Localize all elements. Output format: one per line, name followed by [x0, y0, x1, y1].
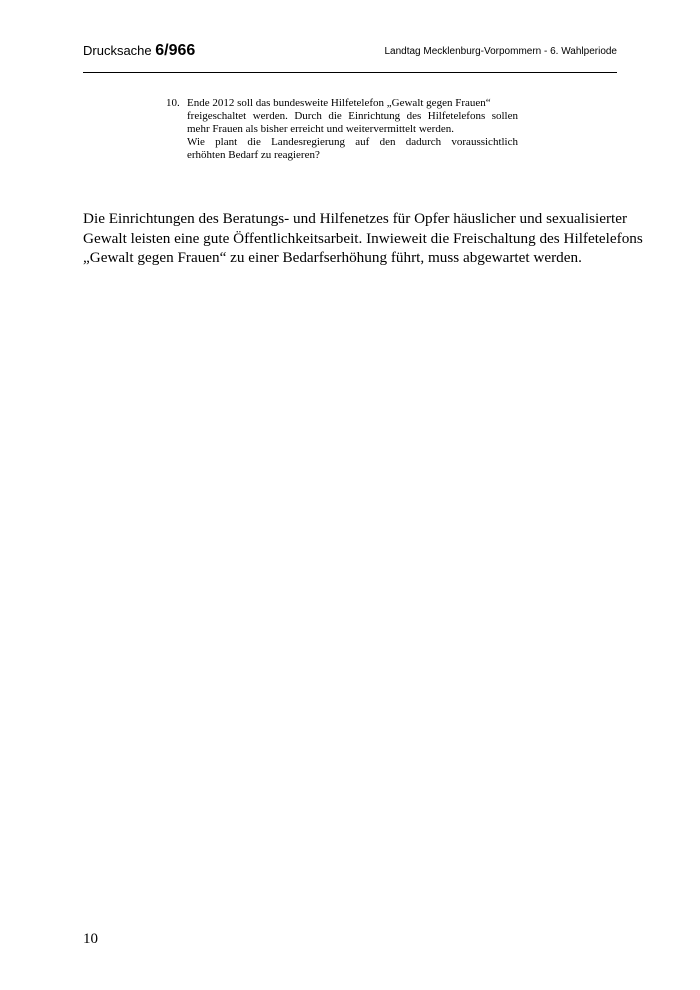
institution-label: Landtag Mecklenburg-Vorpommern - 6. Wahlperiode — [384, 46, 617, 57]
page-number: 10 — [83, 931, 98, 947]
answer-paragraph — [83, 209, 643, 268]
answer-line: Gewalt leisten eine gute Öffentlichkeitsarbeit. Inwieweit die Freischaltung des Hilfetelefons — [83, 229, 643, 247]
answer-line: Die Einrichtungen des Beratungs- und Hilfenetzes für Opfer häuslicher und sexualisierter — [83, 210, 628, 227]
page-header — [83, 40, 617, 64]
header-divider — [83, 72, 617, 73]
question-number: 10. — [166, 97, 180, 109]
question-line: Ende 2012 soll das bundesweite Hilfetelefon „Gewalt gegen Frauen“ — [187, 97, 491, 109]
answer-line: „Gewalt gegen Frauen“ zu einer Bedarfserhöhung führt, muss abgewartet werden. — [83, 249, 582, 266]
question-line: erhöhten Bedarf zu reagieren? — [187, 149, 320, 161]
question-text — [187, 97, 518, 162]
question-block — [166, 97, 518, 162]
question-line: Wie plant die Landesregierung auf den dadurch voraussichtlich — [187, 136, 518, 148]
question-line: mehr Frauen als bisher erreicht und weitervermittelt werden. — [187, 123, 454, 135]
document-prefix: Drucksache — [83, 43, 156, 58]
document-reference — [83, 42, 195, 60]
document-number: 6/966 — [155, 42, 196, 59]
question-line: freigeschaltet werden. Durch die Einrichtung des Hilfetelefons sollen — [187, 110, 518, 122]
